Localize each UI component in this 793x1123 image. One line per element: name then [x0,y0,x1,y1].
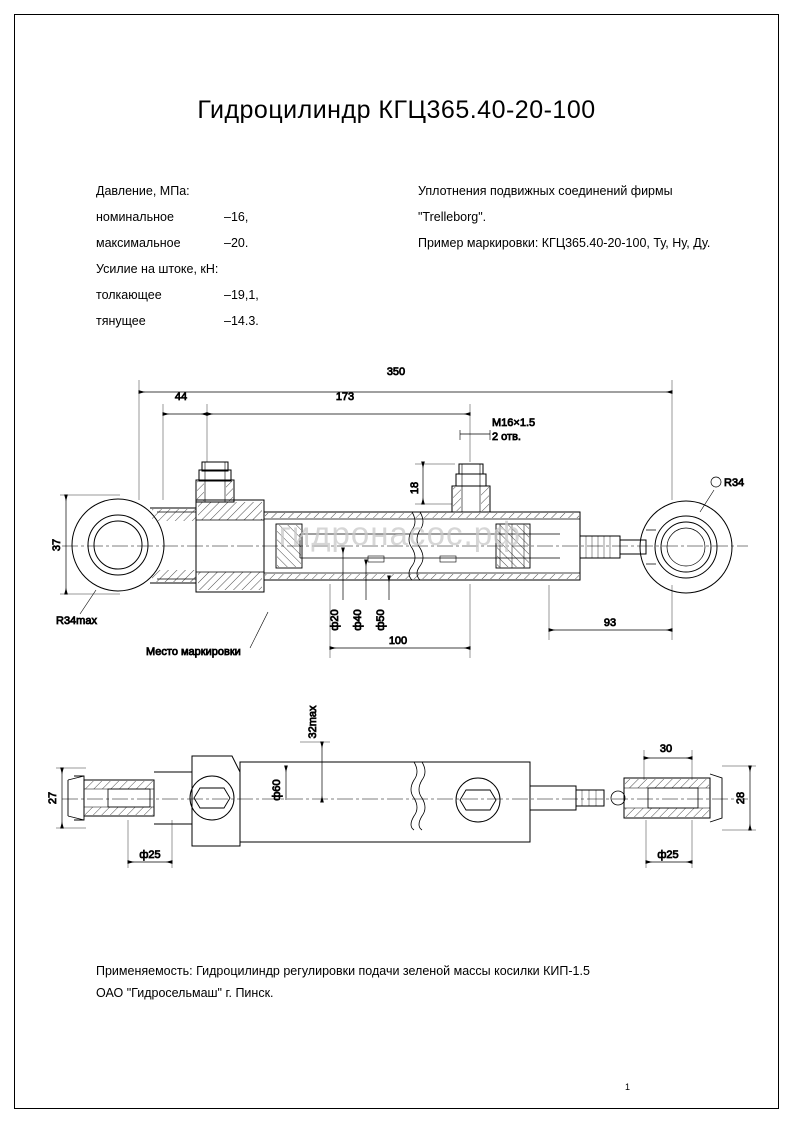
spec-value-pull: –14.3. [224,314,259,328]
svg-text:ф20: ф20 [329,609,341,631]
svg-text:R34: R34 [724,477,745,489]
watermark-text: гидронасос.рф [278,515,522,552]
seals-note-line1: Уплотнения подвижных соединений фирмы [418,184,673,198]
svg-text:ф50: ф50 [375,609,387,631]
spec-label-maximum: максимальное [96,236,181,250]
spec-label-nominal: номинальное [96,210,174,224]
spec-value-push: –19,1, [224,288,259,302]
svg-text:ф25: ф25 [657,849,679,861]
svg-text:93: 93 [603,617,617,629]
applicability-line1: Применяемость: Гидроцилиндр регулировки подачи зеленой массы косилки КИП-1.5 [96,964,590,978]
svg-text:30: 30 [659,743,673,755]
svg-text:Место маркировки: Место маркировки [146,646,241,658]
svg-text:173: 173 [335,391,355,403]
spec-label-push: толкающее [96,288,162,302]
svg-text:ф60: ф60 [271,779,283,801]
svg-text:M16×1.5: M16×1.5 [492,417,536,429]
svg-text:ф40: ф40 [352,609,364,631]
svg-text:44: 44 [174,391,188,403]
svg-text:R34max: R34max [56,615,97,627]
svg-text:28: 28 [735,791,747,805]
svg-text:27: 27 [47,791,59,805]
pressure-heading: Давление, МПа: [96,184,190,198]
svg-text:2 отв.: 2 отв. [492,431,521,443]
page-title: Гидроцилиндр КГЦ365.40-20-100 [197,96,596,124]
svg-text:100: 100 [388,635,408,647]
svg-text:18: 18 [409,481,421,495]
svg-text:ф25: ф25 [139,849,161,861]
seals-note-line2: "Trelleborg". [418,210,487,224]
sheet-number: 1 [625,1082,631,1092]
marking-example: Пример маркировки: КГЦ365.40-20-100, Ту, Ну, Ду. [418,236,711,250]
svg-text:37: 37 [51,538,63,552]
svg-text:350: 350 [386,366,406,378]
spec-value-nominal: –16, [224,210,249,224]
spec-label-pull: тянущее [96,314,146,328]
spec-value-maximum: –20. [224,236,249,250]
force-heading: Усилие на штоке, кН: [96,262,219,276]
manufacturer-line: ОАО "Гидросельмаш" г. Пинск. [96,986,274,1000]
svg-text:32max: 32max [307,705,319,739]
